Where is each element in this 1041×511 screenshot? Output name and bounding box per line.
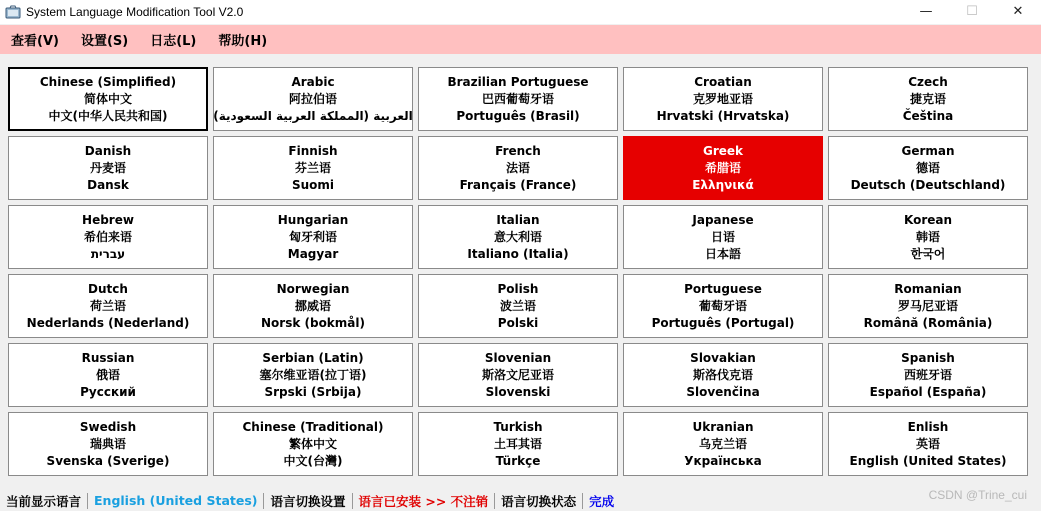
language-grid [8, 67, 1028, 476]
language-native-label: 中文(台灣) [283, 453, 343, 468]
language-en-label: Portuguese [684, 281, 762, 296]
language-button[interactable] [623, 274, 823, 338]
language-native-label: 日本語 [704, 246, 741, 261]
language-native-label: Türkçe [495, 453, 541, 468]
language-zh-label: 阿拉伯语 [288, 91, 337, 106]
language-en-label: Slovenian [484, 350, 552, 365]
language-en-label: Swedish [79, 419, 137, 434]
menu-help[interactable]: 帮助(H) [218, 34, 268, 49]
language-zh-label: 繁体中文 [288, 436, 337, 451]
language-button[interactable] [213, 343, 413, 407]
language-zh-label: 俄语 [95, 367, 120, 382]
language-button[interactable] [623, 136, 823, 200]
language-zh-label: 德语 [915, 160, 940, 175]
language-en-label: Croatian [694, 74, 752, 89]
current-language-value: English (United States) [94, 493, 258, 508]
language-button[interactable] [418, 412, 618, 476]
language-en-label: Dutch [88, 281, 128, 296]
language-en-label: Czech [908, 74, 948, 89]
language-zh-label: 希腊语 [704, 160, 741, 175]
watermark: CSDN @Trine_cui [928, 488, 1027, 502]
language-zh-label: 克罗地亚语 [692, 91, 753, 106]
maximize-button[interactable]: ☐ [966, 3, 978, 19]
language-zh-label: 意大利语 [493, 229, 542, 244]
language-en-label: Spanish [901, 350, 955, 365]
language-button[interactable] [828, 136, 1028, 200]
language-zh-label: 斯洛伐克语 [692, 367, 753, 382]
language-zh-label: 土耳其语 [493, 436, 542, 451]
language-zh-label: 瑞典语 [89, 436, 126, 451]
language-button[interactable] [418, 205, 618, 269]
switch-state-label: 语言切换状态 [501, 493, 577, 509]
language-en-label: Turkish [493, 419, 543, 434]
language-en-label: Danish [84, 143, 132, 158]
language-zh-label: 英语 [915, 436, 940, 451]
language-en-label: Chinese (Traditional) [242, 419, 384, 434]
language-zh-label: 芬兰语 [294, 160, 331, 175]
language-button[interactable] [8, 412, 208, 476]
language-en-label: Norwegian [276, 281, 350, 296]
language-zh-label: 韩语 [915, 229, 940, 244]
language-button[interactable] [418, 343, 618, 407]
switch-setting-value: 语言已安装 >> 不注销 [358, 493, 489, 509]
language-en-label: Serbian (Latin) [262, 350, 364, 365]
language-button[interactable] [213, 67, 413, 131]
language-native-label: Suomi [291, 177, 335, 192]
language-native-label: Українська [684, 453, 762, 468]
language-button[interactable] [828, 412, 1028, 476]
language-en-label: Hebrew [82, 212, 134, 227]
language-zh-label: 荷兰语 [89, 298, 126, 313]
language-button[interactable] [213, 136, 413, 200]
language-en-label: Hungarian [277, 212, 349, 227]
language-native-label: Ελληνικά [692, 177, 754, 192]
language-native-label: Dansk [87, 177, 129, 192]
language-en-label: Japanese [692, 212, 754, 227]
language-en-label: Chinese (Simplified) [39, 74, 177, 89]
language-button[interactable] [8, 136, 208, 200]
language-en-label: Korean [903, 212, 953, 227]
language-zh-label: 巴西葡萄牙语 [481, 91, 554, 106]
language-en-label: Polish [497, 281, 539, 296]
language-zh-label: 捷克语 [909, 91, 946, 106]
language-button[interactable] [213, 412, 413, 476]
language-en-label: French [495, 143, 541, 158]
current-language-label: 当前显示语言 [6, 493, 82, 509]
status-bar [0, 490, 1041, 511]
language-button[interactable] [418, 136, 618, 200]
language-en-label: Greek [702, 143, 744, 158]
language-en-label: Brazilian Portuguese [447, 74, 589, 89]
window-controls [903, 0, 1041, 24]
menu-settings[interactable]: 设置(S) [80, 34, 129, 49]
language-zh-label: 斯洛文尼亚语 [481, 367, 554, 382]
language-en-label: Arabic [291, 74, 335, 89]
language-zh-label: 葡萄牙语 [698, 298, 747, 313]
language-zh-label: 塞尔维亚语(拉丁语) [259, 367, 367, 382]
language-native-label: English (United States) [849, 453, 1007, 468]
language-button[interactable] [828, 205, 1028, 269]
language-button[interactable] [623, 67, 823, 131]
language-zh-label: 日语 [710, 229, 735, 244]
language-button[interactable] [8, 205, 208, 269]
title-bar [0, 0, 1041, 24]
language-en-label: Enlish [907, 419, 949, 434]
language-native-label: Français (France) [459, 177, 577, 192]
language-native-label: Srpski (Srbija) [264, 384, 362, 399]
menu-bar [0, 25, 1041, 54]
language-native-label: Español (España) [869, 384, 987, 399]
language-native-label: Português (Brasil) [456, 108, 580, 123]
language-zh-label: 丹麦语 [89, 160, 126, 175]
language-native-label: Português (Portugal) [651, 315, 795, 330]
close-button[interactable]: ✕ [1012, 3, 1024, 19]
minimize-button[interactable]: — [919, 3, 933, 19]
language-zh-label: 希伯来语 [83, 229, 132, 244]
language-en-label: Italian [496, 212, 540, 227]
language-native-label: Polski [497, 315, 539, 330]
language-button[interactable] [418, 67, 618, 131]
language-native-label: Deutsch (Deutschland) [850, 177, 1006, 192]
language-en-label: Slovakian [690, 350, 756, 365]
language-native-label: Română (România) [863, 315, 993, 330]
language-zh-label: 西班牙语 [903, 367, 952, 382]
language-button[interactable] [623, 205, 823, 269]
language-native-label: Русский [80, 384, 136, 399]
language-native-label: العربية (المملكة العربية السعودية) [213, 108, 413, 123]
language-button[interactable] [213, 205, 413, 269]
language-zh-label: 波兰语 [499, 298, 536, 313]
language-zh-label: 罗马尼亚语 [897, 298, 958, 313]
language-native-label: Italiano (Italia) [467, 246, 569, 261]
language-native-label: 한국어 [910, 246, 946, 261]
language-en-label: Romanian [894, 281, 962, 296]
language-button[interactable] [828, 274, 1028, 338]
language-button[interactable] [8, 343, 208, 407]
switch-state-value: 完成 [589, 493, 615, 509]
language-zh-label: 挪威语 [294, 298, 331, 313]
language-en-label: German [901, 143, 955, 158]
language-button[interactable] [623, 412, 823, 476]
language-button[interactable] [418, 274, 618, 338]
language-native-label: Slovenski [485, 384, 551, 399]
language-zh-label: 法语 [505, 160, 530, 175]
language-native-label: 中文(中华人民共和国) [48, 108, 168, 123]
language-native-label: Svenska (Sverige) [46, 453, 170, 468]
language-en-label: Finnish [288, 143, 338, 158]
menu-view[interactable]: 查看(V) [11, 34, 59, 49]
language-button[interactable] [623, 343, 823, 407]
language-native-label: Slovenčina [686, 384, 760, 399]
language-zh-label: 简体中文 [83, 91, 132, 106]
language-native-label: Nederlands (Nederland) [26, 315, 190, 330]
language-zh-label: 乌克兰语 [698, 436, 747, 451]
language-en-label: Russian [81, 350, 135, 365]
language-zh-label: 匈牙利语 [288, 229, 337, 244]
language-native-label: Čeština [902, 108, 954, 123]
switch-setting-label: 语言切换设置 [270, 493, 346, 509]
language-native-label: Magyar [287, 246, 339, 261]
language-native-label: עברית [90, 246, 126, 261]
language-button[interactable] [213, 274, 413, 338]
app-icon [5, 5, 21, 19]
menu-log[interactable]: 日志(L) [150, 34, 197, 49]
language-button[interactable] [8, 274, 208, 338]
language-button[interactable] [8, 67, 208, 131]
language-en-label: Ukranian [692, 419, 754, 434]
window-title: System Language Modification Tool V2.0 [26, 5, 244, 19]
language-button[interactable] [828, 67, 1028, 131]
language-native-label: Hrvatski (Hrvatska) [656, 108, 790, 123]
language-button[interactable] [828, 343, 1028, 407]
language-native-label: Norsk (bokmål) [260, 315, 365, 330]
